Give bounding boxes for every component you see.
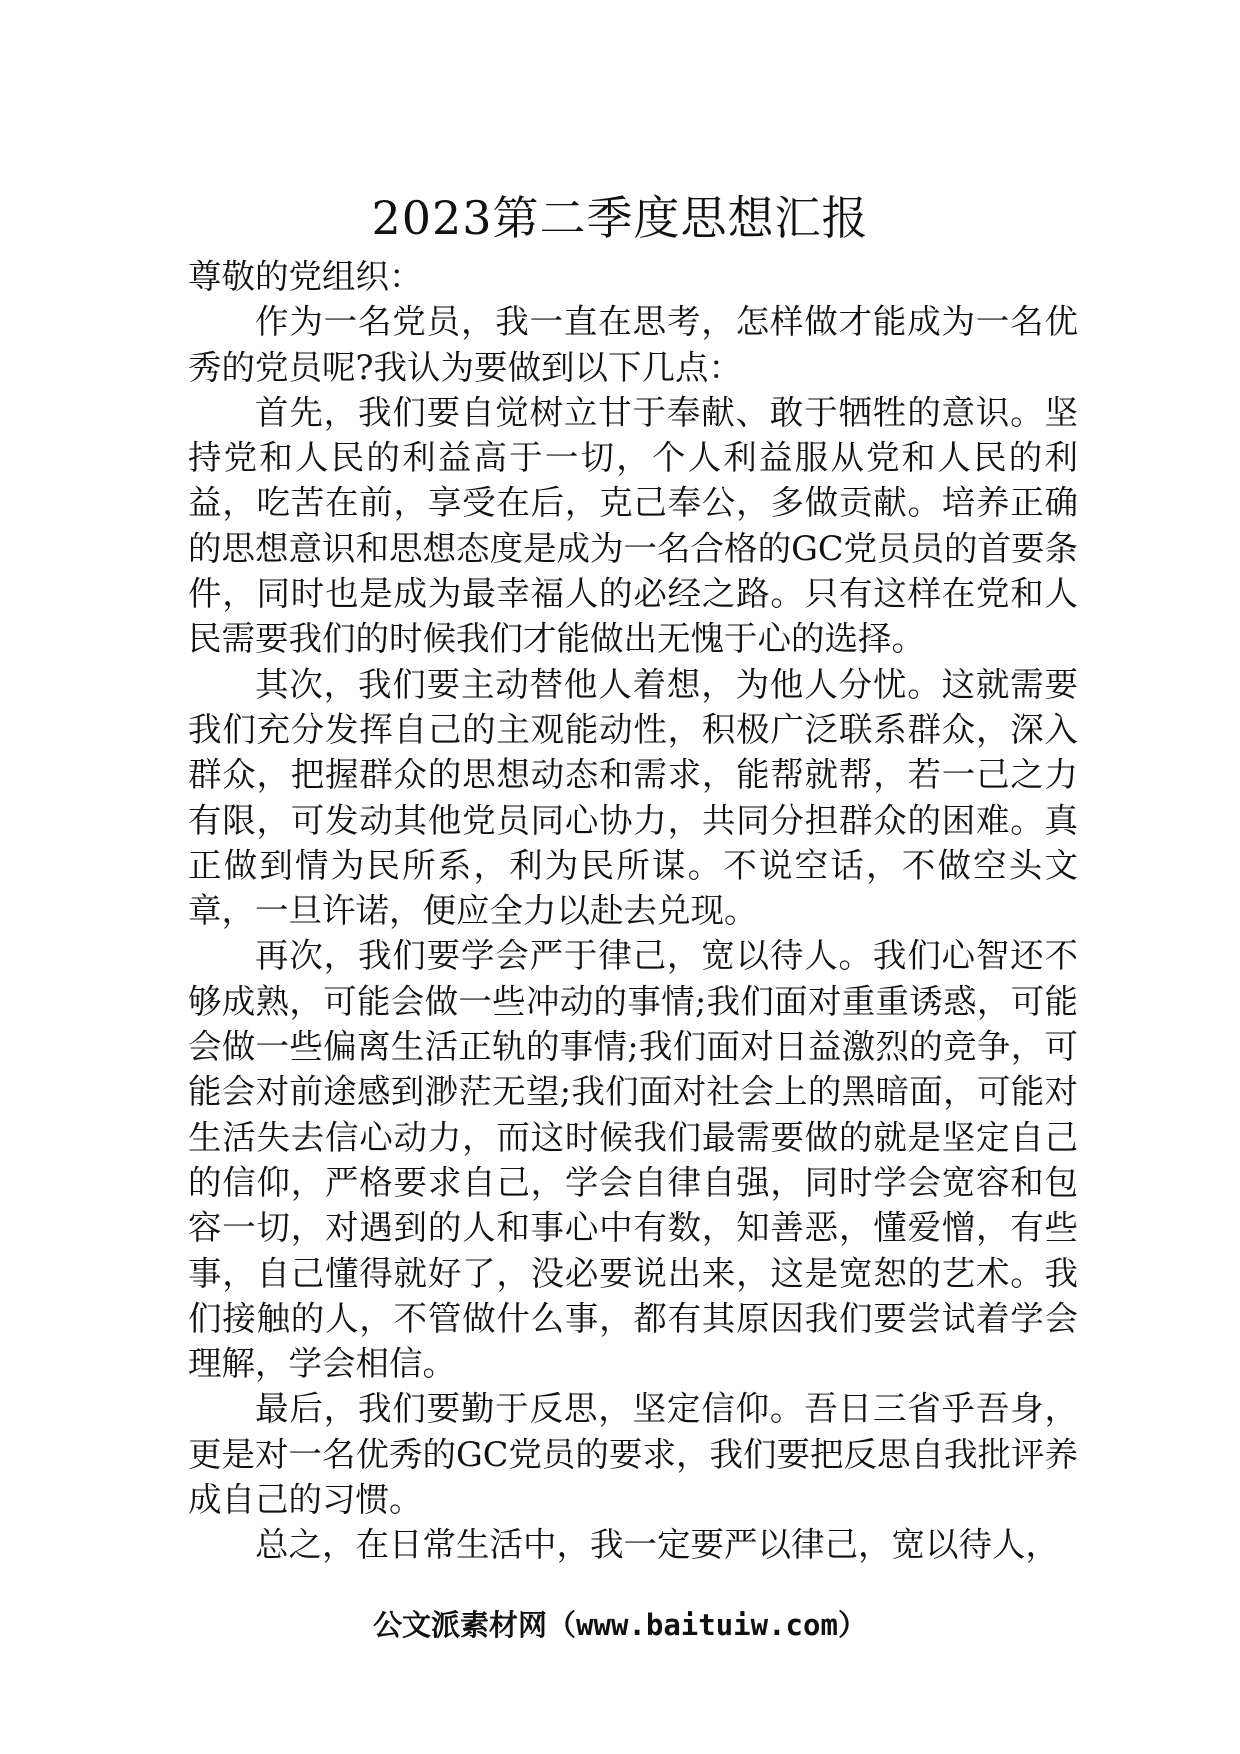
paragraph-first: 首先，我们要自觉树立甘于奉献、敢于牺牲的意识。坚持党和人民的利益高于一切，个人利益服从党和人民的利益，吃苦在前，享受在后，克己奉公，多做贡献。培养正确的思想意识和思想态度是成为一名合格的GC党员员的首要条件，同时也是成为最幸福人的必经之路。只有这样在党和人民需要我们的时候我们才能做出无愧于心的选择。 [188,392,1078,659]
paragraph-third: 再次，我们要学会严于律己，宽以待人。我们心智还不够成熟，可能会做一些冲动的事情;我们面对重重诱惑，可能会做一些偏离生活正轨的事情;我们面对日益激烈的竞争，可能会对前途感到渺茫无望;我们面对社会上的黑暗面，可能对生活失去信心动力，而这时候我们最需要做的就是坚定自己的信仰，严格要求自己，学会自律自强，同时学会宽容和包容一切，对遇到的人和事心中有数，知善恶，懂爱憎，有些事，自己懂得就好了，没必要说出来，这是宽恕的艺术。我们接触的人，不管做什么事，都有其原因我们要尝试着学会理解，学会相信。 [188,936,1078,1384]
paragraph-second: 其次，我们要主动替他人着想，为他人分忧。这就需要我们充分发挥自己的主观能动性，积极广泛联系群众，深入群众，把握群众的思想动态和需求，能帮就帮，若一己之力有限，可发动其他党员同心协力，共同分担群众的困难。真正做到情为民所系，利为民所谋。不说空话，不做空头文章，一旦许诺，便应全力以赴去兑现。 [188,664,1078,931]
document-body [188,254,1078,1568]
salutation: 尊敬的党组织： [188,257,423,296]
paragraph-conclusion: 总之，在日常生活中，我一定要严以律己，宽以待人， [255,1525,1059,1565]
paragraph-last: 最后，我们要勤于反思，坚定信仰。吾日三省乎吾身，更是对一名优秀的GC党员的要求，我们要把反思自我批评养成自己的习惯。 [188,1389,1078,1520]
footer-watermark: 公文派素材网（www.baituiw.com） [373,1608,867,1642]
document-title: 2023第二季度思想汇报 [371,191,869,245]
paragraph-intro: 作为一名党员，我一直在思考，怎样做才能成为一名优秀的党员呢?我认为要做到以下几点： [188,302,1078,387]
